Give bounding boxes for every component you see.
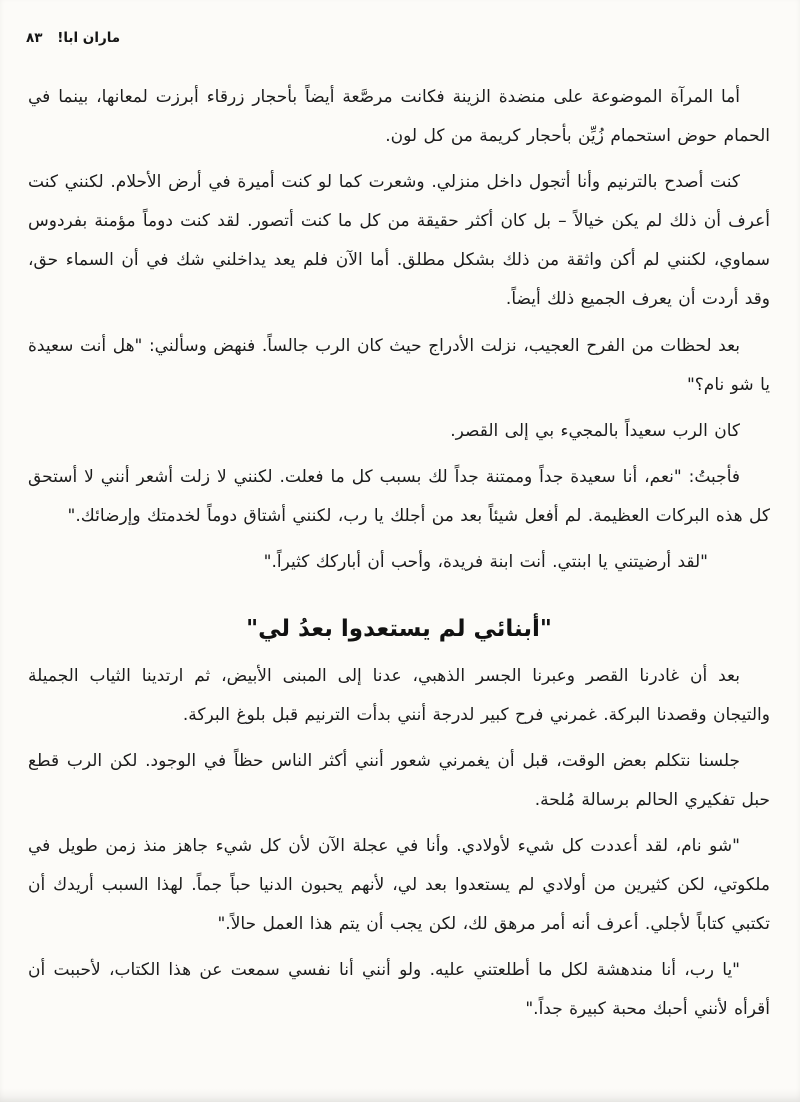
paragraph: أما المرآة الموضوعة على منضدة الزينة فكانت مرصَّعة أيضاً بأحجار زرقاء أبرزت لمعانها، بينما في الحمام حوض استحمام زُيِّن بأحجار كريمة من كل لون. — [28, 87, 770, 147]
paragraph: "يا رب، أنا مندهشة لكل ما أطلعتني عليه. ولو أنني أنا نفسي سمعت عن هذا الكتاب، لأحببت أن أقرأه لأنني أحبك محبة كبيرة جداً." — [28, 960, 770, 1020]
book-title: ماران ابا! — [57, 30, 121, 46]
section-heading: "أبنائي لم يستعدوا بعدُ لي" — [246, 616, 552, 643]
page-number: ٨٣ — [26, 30, 43, 46]
paragraph: بعد أن غادرنا القصر وعبرنا الجسر الذهبي، عدنا إلى المبنى الأبيض، ثم ارتدينا الثياب الجميلة والتيجان وقصدنا البركة. غمرني فرح كبير لدرجة أنني بدأت الترنيم قبل بلوغ البركة. — [28, 665, 770, 725]
paragraph: فأجبتُ: "نعم، أنا سعيدة جداً وممتنة جداً لك بسبب كل ما فعلت. لكنني لا زلت أشعر أنني لا أستحق كل هذه البركات العظيمة. لم أفعل شيئاً بعد من أجلك يا رب، لكنني أشتاق دوماً لخدمتك وإرضائك." — [28, 466, 770, 526]
paragraph: "شو نام، لقد أعددت كل شيء لأولادي. وأنا في عجلة الآن لأن كل شيء جاهز منذ زمن طويل في ملكوتي، لكن كثيرين من أولادي لم يستعدوا بعد لي، لأنهم يحبون الدنيا حباً جماً. لهذا السبب أريدك أن تكتبي كتاباً لأجلي. أعرف أنه أمر مرهق لك، لكن يجب أن يتم هذا العمل حالاً." — [28, 836, 770, 935]
paragraph: كان الرب سعيداً بالمجيء بي إلى القصر. — [450, 420, 740, 441]
paragraph: كنت أصدح بالترنيم وأنا أتجول داخل منزلي. وشعرت كما لو كنت أميرة في أرض الأحلام. لكنني كنت أعرف أن ذلك لم يكن خيالاً – بل كان أكثر حقيقة من كل ما كنت أتصور. لقد كنت دوماً مؤمنة بفردوس سماوي، لكنني لم أكن واثقة من ذلك بشكل مطلق. أما الآن فلم يعد يداخلني شك في أن السماء حق، وقد أردت أن يعرف الجميع ذلك أيضاً. — [28, 172, 770, 310]
running-header — [26, 30, 120, 46]
page-text — [28, 78, 770, 1036]
paragraph: بعد لحظات من الفرح العجيب، نزلت الأدراج حيث كان الرب جالساً. فنهض وسألني: "هل أنت سعيدة يا شو نام؟" — [28, 335, 770, 395]
paragraph-quote: "لقد أرضيتني يا ابنتي. أنت ابنة فريدة، وأحب أن أباركك كثيراً." — [263, 552, 708, 573]
paragraph: جلسنا نتكلم بعض الوقت، قبل أن يغمرني شعور أنني أكثر الناس حظاً في الوجود. لكن الرب قطع حبل تفكيري الحالم برسالة مُلحة. — [28, 750, 770, 810]
